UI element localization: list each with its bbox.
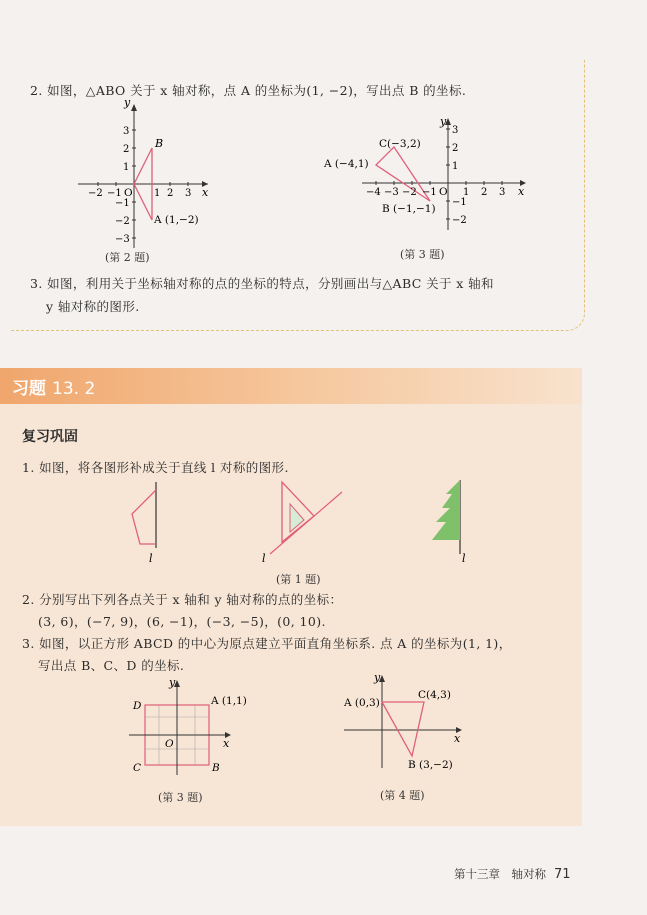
line-label-3: l [462, 552, 466, 565]
shape-3-tree [432, 480, 460, 540]
fig2-xtick: 1 [154, 188, 161, 199]
fig2-point-A-label: A (1,−2) [154, 214, 199, 226]
fig3-ytick: 2 [452, 143, 459, 154]
y-axis-arrow [131, 104, 137, 111]
fig-q3-point-C-label: C [133, 762, 142, 774]
question-4-caption: (第 4 题) [380, 789, 425, 802]
question-1-caption: (第 1 题) [276, 573, 321, 586]
section-subheading: 复习巩固 [22, 429, 78, 445]
problem-3-text-line1: 3. 如图，利用关于坐标轴对称的点的坐标的特点，分别画出与△ABC 关于 x 轴和 [30, 276, 494, 291]
shape-2-inner [290, 504, 304, 532]
fig2-xtick: 2 [167, 188, 174, 199]
shape-1 [132, 490, 156, 544]
fig2-y-label: y [124, 98, 131, 109]
figure-question-4 [340, 672, 470, 772]
fig3-y-label: y [440, 115, 447, 128]
fig-q4-y-label: y [374, 672, 381, 684]
fig-q4-point-C-label: C(4,3) [418, 689, 451, 701]
fig3-xtick: −4 [366, 187, 381, 198]
fig2-ytick: 2 [123, 144, 130, 155]
fig3-ytick: −1 [452, 197, 467, 208]
fig3-ytick: 1 [452, 161, 459, 172]
figure-problem-3 [322, 115, 532, 235]
line-label-1: l [149, 552, 153, 565]
fig3-xtick: −3 [384, 187, 399, 198]
problem-3-text-line2: y 轴对称的图形. [46, 299, 140, 314]
fig2-ytick: 1 [123, 162, 130, 173]
shape-2-outer [282, 482, 314, 542]
fig2-origin-label: O [124, 187, 133, 199]
fig2-xtick: −1 [107, 188, 122, 199]
fig3-point-C-label: C(−3,2) [379, 138, 421, 150]
page-number: 71 [554, 867, 571, 882]
problem-2-text: 2. 如图，△ABO 关于 x 轴对称，点 A 的坐标为(1, −2)，写出点 B 的坐标. [30, 83, 467, 98]
question-3-text-line2: 写出点 B、C、D 的坐标. [38, 658, 185, 673]
exercise-title [12, 374, 95, 399]
fig2-ytick: −2 [115, 216, 130, 227]
question-1-text: 1. 如图，将各图形补成关于直线 l 对称的图形. [22, 460, 289, 475]
fig-q4-point-A-label: A (0,3) [344, 697, 380, 709]
fig3-xtick: 3 [499, 187, 506, 198]
fig3-point-A-label: A (−4,1) [324, 158, 369, 170]
fig-q4-point-B-label: B (3,−2) [408, 759, 453, 771]
triangle-ABC [382, 702, 424, 756]
chapter-label: 第十三章 轴对称 [454, 867, 546, 881]
question-2-text-line2: (3, 6)，(−7, 9)，(6, −1)，(−3, −5)，(0, 10). [38, 614, 326, 629]
fig2-xtick: 3 [185, 188, 192, 199]
exercise-number: 13. 2 [52, 379, 96, 399]
question-3-caption: (第 3 题) [158, 791, 203, 804]
question-3-text-line1: 3. 如图，以正方形 ABCD 的中心为原点建立平面直角坐标系. 点 A 的坐标为(1, 1)， [22, 636, 512, 651]
fig2-x-label: x [202, 186, 209, 199]
page-footer [454, 866, 571, 882]
figure-question-3 [125, 677, 250, 782]
line-label-2: l [262, 552, 266, 565]
fig2-ytick: −3 [115, 234, 130, 245]
fig2-xtick: −2 [88, 188, 103, 199]
fig-q3-point-D-label: D [133, 700, 142, 712]
question-2-text-line1: 2. 分别写出下列各点关于 x 轴和 y 轴对称的点的坐标： [22, 592, 343, 607]
fig2-ytick: 3 [123, 126, 130, 137]
fig3-x-label: x [518, 185, 525, 198]
figure-3-caption: (第 3 题) [400, 248, 445, 261]
fig-q3-origin-label: O [165, 738, 174, 750]
fig3-origin-label: O [439, 186, 448, 198]
exercise-title-text: 习题 [12, 379, 46, 399]
fig-q3-point-A-label: A (1,1) [211, 695, 247, 707]
fig3-xtick: −1 [422, 187, 437, 198]
figure-question-1 [110, 478, 480, 568]
fig-q4-x-label: x [454, 732, 461, 745]
fig-q3-point-B-label: B [212, 762, 220, 774]
fig3-xtick: −2 [402, 187, 417, 198]
fig3-xtick: 2 [481, 187, 488, 198]
fig3-point-B-label: B (−1,−1) [382, 203, 436, 215]
fig2-ytick: −1 [115, 198, 130, 209]
fig3-ytick: −2 [452, 215, 467, 226]
figure-2-caption: (第 2 题) [105, 251, 150, 264]
figure-problem-2 [70, 98, 220, 263]
fig-q3-x-label: x [223, 737, 230, 750]
fig3-xtick: 1 [463, 187, 470, 198]
fig-q3-y-label: y [169, 677, 176, 689]
fig2-point-B-label: B [155, 137, 164, 150]
fig3-ytick: 3 [452, 125, 459, 136]
